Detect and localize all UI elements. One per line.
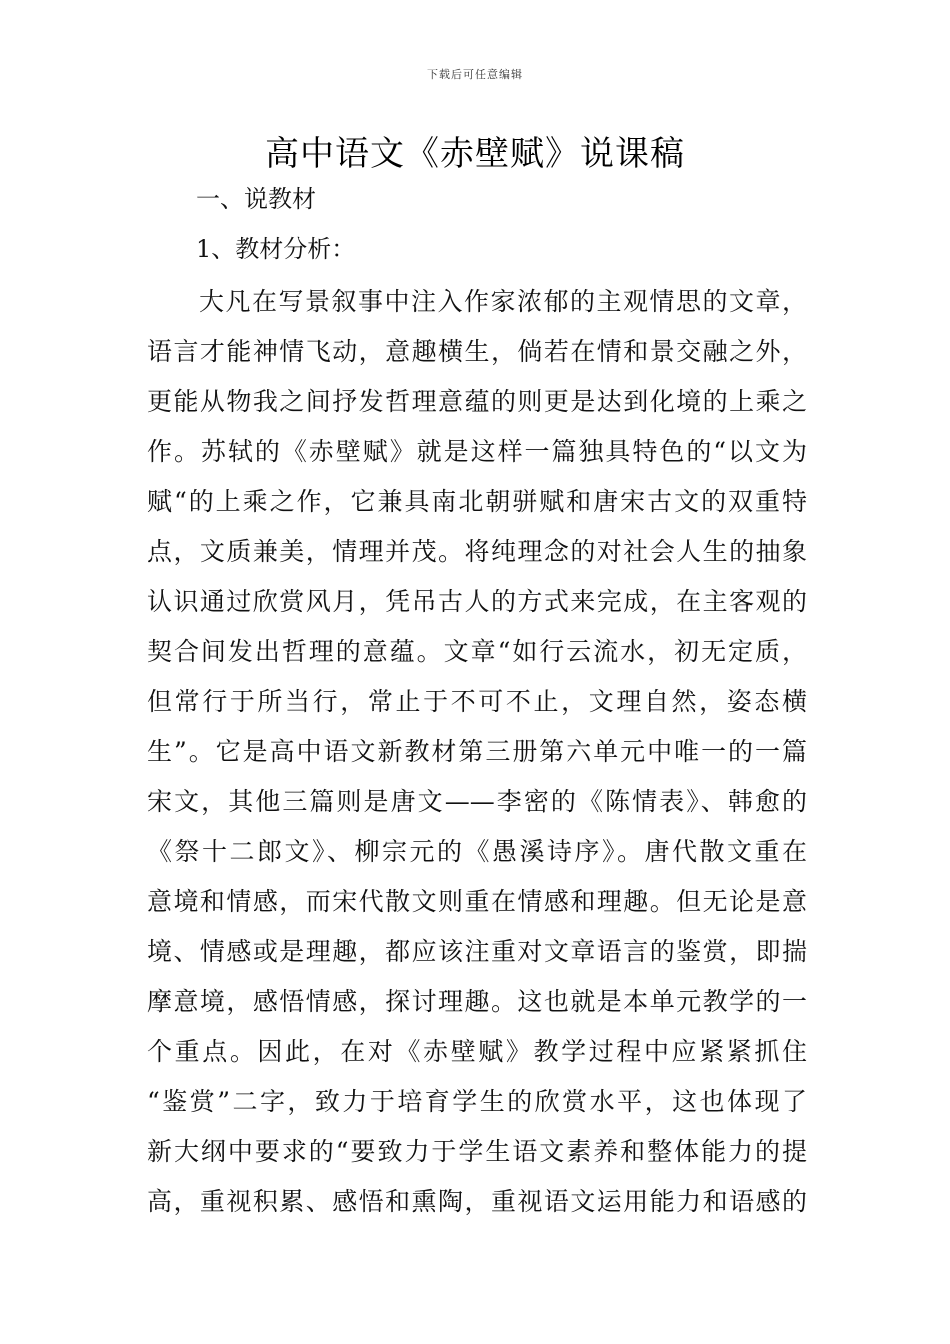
- paragraph-line: “鉴赏”二字，致力于培育学生的欣赏水平，这也体现了: [147, 1087, 807, 1116]
- paragraph-line: 高，重视积累、感悟和熏陶，重视语文运用能力和语感的: [147, 1187, 807, 1216]
- paragraph-line: 大凡在写景叙事中注入作家浓郁的主观情思的文章，: [199, 287, 807, 316]
- header-note: 下载后可任意编辑: [427, 68, 523, 81]
- paragraph-line: 个重点。因此，在对《赤壁赋》教学过程中应紧紧抓住: [147, 1037, 807, 1066]
- paragraph-line: 认识通过欣赏风月，凭吊古人的方式来完成，在主客观的: [147, 587, 807, 616]
- subsection-heading: 1、教材分析：: [196, 235, 356, 263]
- paragraph-line: 作。苏轼的《赤壁赋》就是这样一篇独具特色的“以文为: [147, 437, 807, 466]
- paragraph-line: 生”。它是高中语文新教材第三册第六单元中唯一的一篇: [147, 737, 807, 766]
- paragraph-line: 境、情感或是理趣，都应该注重对文章语言的鉴赏，即揣: [147, 937, 807, 966]
- paragraph-line: 《祭十二郎文》、柳宗元的《愚溪诗序》。唐代散文重在: [147, 837, 807, 866]
- paragraph-line: 契合间发出哲理的意蕴。文章“如行云流水，初无定质，: [147, 637, 807, 666]
- paragraph-line: 点，文质兼美，情理并茂。将纯理念的对社会人生的抽象: [147, 537, 807, 566]
- paragraph-line: 宋文，其他三篇则是唐文——李密的《陈情表》、韩愈的: [147, 787, 807, 816]
- section-heading: 一、说教材: [196, 185, 316, 213]
- paragraph-line: 但常行于所当行，常止于不可不止，文理自然，姿态横: [147, 687, 807, 716]
- paragraph-line: 摩意境，感悟情感，探讨理趣。这也就是本单元教学的一: [147, 987, 807, 1016]
- body-paragraph: [147, 277, 807, 1227]
- paragraph-line: 赋“的上乘之作，它兼具南北朝骈赋和唐宋古文的双重特: [147, 487, 807, 516]
- paragraph-line: 语言才能神情飞动，意趣横生，倘若在情和景交融之外，: [147, 337, 807, 366]
- paragraph-line: 更能从物我之间抒发哲理意蕴的则更是达到化境的上乘之: [147, 387, 807, 416]
- paragraph-line: 新大纲中要求的“要致力于学生语文素养和整体能力的提: [147, 1137, 807, 1166]
- document-title: 高中语文《赤壁赋》说课稿: [265, 134, 685, 174]
- paragraph-line: 意境和情感，而宋代散文则重在情感和理趣。但无论是意: [147, 887, 807, 916]
